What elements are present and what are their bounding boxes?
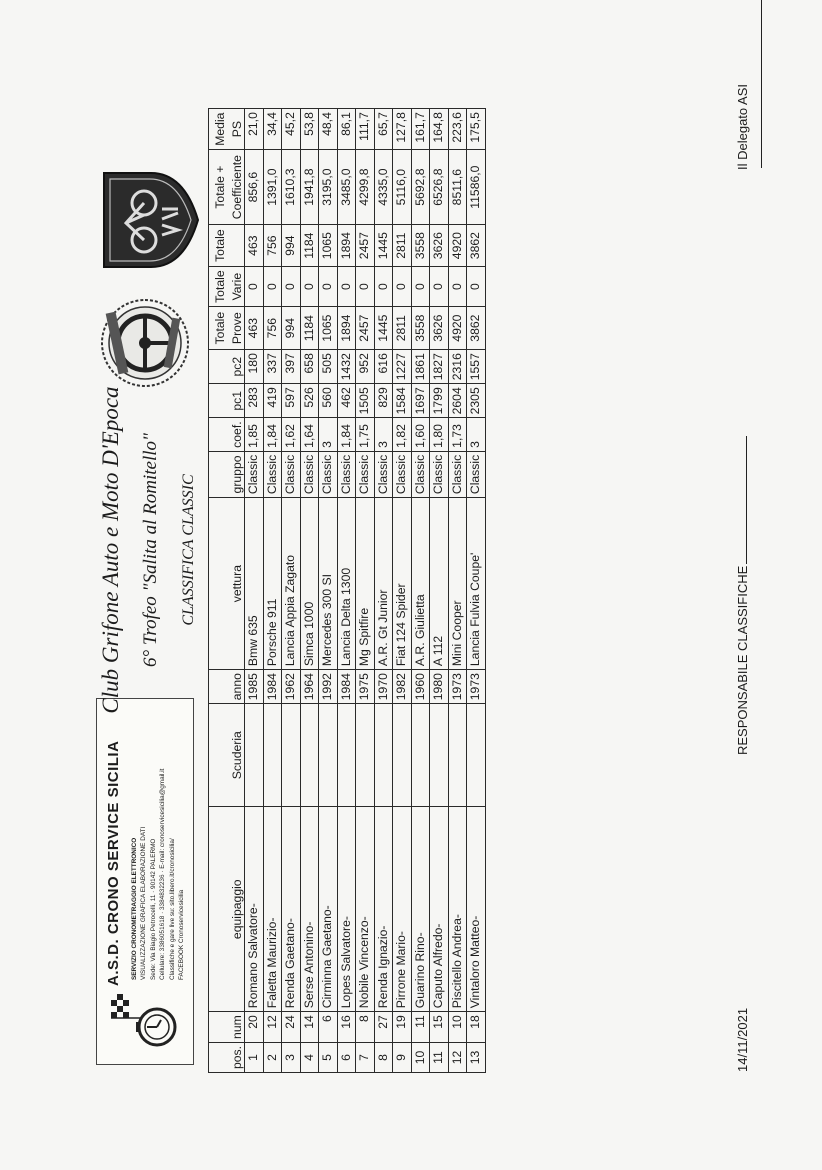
cell-media: 161,7	[411, 109, 430, 150]
cell-pc2: 1227	[393, 350, 412, 384]
cell-pos: 11	[430, 1042, 449, 1072]
cell-totale-prove: 3626	[430, 307, 449, 350]
cell-pc2: 180	[245, 350, 264, 384]
crono-service-line: VISUALIZZAZIONE GRAFICA ELABORAZIONE DATI	[140, 826, 147, 980]
table-row	[430, 109, 449, 1073]
cell-anno: 1962	[282, 670, 301, 704]
cell-num: 20	[245, 1012, 264, 1043]
cell-totale: 3862	[467, 225, 486, 267]
cell-coef: 1,64	[300, 418, 319, 451]
cell-coef: 1,85	[245, 418, 264, 451]
cell-totale-varie: 0	[300, 267, 319, 307]
cell-totale-varie: 0	[411, 267, 430, 307]
cell-totale: 3558	[411, 225, 430, 267]
cell-anno: 1973	[448, 670, 467, 704]
cell-pc1: 2305	[467, 384, 486, 418]
cell-totale: 994	[282, 225, 301, 267]
cell-coef: 3	[467, 418, 486, 451]
cell-totale-varie: 0	[282, 267, 301, 307]
cell-vettura: Lancia Delta 1300	[337, 498, 356, 670]
cell-scuderia	[467, 704, 486, 807]
results-table-body	[245, 109, 486, 1073]
header-pc2: pc2	[209, 350, 245, 384]
cell-pos: 4	[300, 1042, 319, 1072]
cell-totale-coef: 856,6	[245, 150, 264, 225]
cell-totale: 4920	[448, 225, 467, 267]
cell-equipaggio: Cirminna Gaetano-	[319, 807, 338, 1012]
cell-pc1: 283	[245, 384, 264, 418]
table-row	[263, 109, 282, 1073]
cell-totale-prove: 1065	[319, 307, 338, 350]
cell-anno: 1964	[300, 670, 319, 704]
cell-vettura: A.R. Gt Junior	[374, 498, 393, 670]
cell-totale-prove: 3558	[411, 307, 430, 350]
cell-media: 48,4	[319, 109, 338, 150]
cell-media: 164,8	[430, 109, 449, 150]
cell-gruppo: Classic	[393, 451, 412, 497]
header-totale-coefficiente: Totale +	[209, 150, 227, 225]
cell-vettura: A 112	[430, 498, 449, 670]
cell-totale-prove: 463	[245, 307, 264, 350]
cell-pc1: 1697	[411, 384, 430, 418]
cell-scuderia	[300, 704, 319, 807]
header-totale-varie-2: Varie	[227, 267, 245, 307]
cell-equipaggio: Lopes Salvatore-	[337, 807, 356, 1012]
cell-scuderia	[337, 704, 356, 807]
cell-scuderia	[319, 704, 338, 807]
cell-anno: 1973	[467, 670, 486, 704]
cell-coef: 1,84	[263, 418, 282, 451]
header-totale-prove: Totale	[209, 307, 227, 350]
cell-scuderia	[245, 704, 264, 807]
cell-equipaggio: Vintaloro Matteo-	[467, 807, 486, 1012]
cell-pc1: 829	[374, 384, 393, 418]
cell-totale-varie: 0	[356, 267, 375, 307]
header-media: Media	[209, 109, 227, 150]
header-scuderia: Scuderia	[209, 704, 245, 807]
cell-totale-varie: 0	[374, 267, 393, 307]
header-gruppo: gruppo	[209, 451, 245, 497]
cell-pos: 2	[263, 1042, 282, 1072]
cell-pc1: 1505	[356, 384, 375, 418]
cell-totale-prove: 3862	[467, 307, 486, 350]
cell-pc1: 419	[263, 384, 282, 418]
cell-totale: 3626	[430, 225, 449, 267]
header-totale-prove-2: Prove	[227, 307, 245, 350]
table-row	[319, 109, 338, 1073]
cell-vettura: Porsche 911	[263, 498, 282, 670]
cell-totale: 756	[263, 225, 282, 267]
cell-gruppo: Classic	[467, 451, 486, 497]
steering-wheel-badge-logo	[100, 298, 190, 388]
asi-shield-logo	[96, 165, 201, 275]
cell-totale-coef: 1941,8	[300, 150, 319, 225]
cell-pc2: 658	[300, 350, 319, 384]
results-table	[208, 108, 486, 1073]
cell-gruppo: Classic	[319, 451, 338, 497]
cell-totale: 1184	[300, 225, 319, 267]
cell-pc2: 1557	[467, 350, 486, 384]
cell-vettura: Bmw 635	[245, 498, 264, 670]
cell-media: 127,8	[393, 109, 412, 150]
header-totale-varie: Totale	[209, 267, 227, 307]
table-row	[467, 109, 486, 1073]
cell-totale-coef: 1391,0	[263, 150, 282, 225]
cell-anno: 1985	[245, 670, 264, 704]
cell-gruppo: Classic	[448, 451, 467, 497]
cell-num: 18	[467, 1012, 486, 1043]
cell-pc1: 1799	[430, 384, 449, 418]
cell-totale-varie: 0	[337, 267, 356, 307]
cell-pos: 3	[282, 1042, 301, 1072]
table-row	[245, 109, 264, 1073]
cell-vettura: Lancia Fulvia Coupe'	[467, 498, 486, 670]
event-title: 6° Trofeo "Salita al Romitello"	[140, 433, 161, 667]
cell-media: 175,5	[467, 109, 486, 150]
cell-totale-coef: 5692,8	[411, 150, 430, 225]
cell-scuderia	[411, 704, 430, 807]
header-pc1: pc1	[209, 384, 245, 418]
crono-service-facebook: FACEBOOK Cronoservicesicilia	[178, 889, 185, 980]
delegato-signature	[735, 0, 765, 170]
crono-service-contacts: Cellulare: 3386051618 · 3384832236 · E-mail: cronoservicesicilia@gmail.it	[159, 768, 166, 980]
cell-scuderia	[374, 704, 393, 807]
table-row	[448, 109, 467, 1073]
cell-pc2: 1861	[411, 350, 430, 384]
header-num: num	[209, 1012, 245, 1043]
cell-equipaggio: Renda Gaetano-	[282, 807, 301, 1012]
cell-gruppo: Classic	[374, 451, 393, 497]
cell-totale-coef: 4335,0	[374, 150, 393, 225]
cell-gruppo: Classic	[356, 451, 375, 497]
cell-media: 65,7	[374, 109, 393, 150]
cell-equipaggio: Faletta Maurizio-	[263, 807, 282, 1012]
cell-gruppo: Classic	[263, 451, 282, 497]
table-row	[411, 109, 430, 1073]
cell-media: 21,0	[245, 109, 264, 150]
cell-pos: 9	[393, 1042, 412, 1072]
cell-pc2: 616	[374, 350, 393, 384]
cell-totale-prove: 2811	[393, 307, 412, 350]
cell-num: 12	[263, 1012, 282, 1043]
cell-anno: 1975	[356, 670, 375, 704]
cell-num: 14	[300, 1012, 319, 1043]
cell-pos: 1	[245, 1042, 264, 1072]
cell-gruppo: Classic	[245, 451, 264, 497]
cell-totale-coef: 3195,0	[319, 150, 338, 225]
table-row	[393, 109, 412, 1073]
cell-equipaggio: Caputo Alfredo-	[430, 807, 449, 1012]
cell-totale-coef: 11586,0	[467, 150, 486, 225]
cell-pos: 6	[337, 1042, 356, 1072]
responsabile-signature	[735, 436, 750, 755]
cell-totale-coef: 4299,8	[356, 150, 375, 225]
cell-pc2: 2316	[448, 350, 467, 384]
cell-totale-varie: 0	[467, 267, 486, 307]
cell-vettura: Mg Spitfire	[356, 498, 375, 670]
cell-anno: 1984	[337, 670, 356, 704]
cell-totale: 1445	[374, 225, 393, 267]
cell-pos: 13	[467, 1042, 486, 1072]
table-row	[337, 109, 356, 1073]
classification-title: CLASSIFICA CLASSIC	[180, 474, 197, 626]
cell-coef: 1,82	[393, 418, 412, 451]
cell-totale: 463	[245, 225, 264, 267]
header-totale-2	[227, 225, 245, 267]
cell-coef: 1,80	[430, 418, 449, 451]
cell-num: 24	[282, 1012, 301, 1043]
cell-num: 6	[319, 1012, 338, 1043]
table-row	[356, 109, 375, 1073]
cell-totale-prove: 1894	[337, 307, 356, 350]
checkered-flag-icon	[107, 992, 181, 1054]
cell-totale-prove: 4920	[448, 307, 467, 350]
signature-line	[736, 436, 747, 564]
cell-coef: 3	[374, 418, 393, 451]
cell-media: 45,2	[282, 109, 301, 150]
crono-service-address: Sede: Via Biagio Petrocelli, 11 · 90142 PALERMO	[150, 838, 157, 980]
header-media-2: PS	[227, 109, 245, 150]
cell-pc1: 2604	[448, 384, 467, 418]
cell-pos: 10	[411, 1042, 430, 1072]
cell-totale-coef: 3485,0	[337, 150, 356, 225]
cell-gruppo: Classic	[337, 451, 356, 497]
cell-equipaggio: Guarino Rino-	[411, 807, 430, 1012]
header-totale: Totale	[209, 225, 227, 267]
crono-service-name: A.S.D. CRONO SERVICE SICILIA	[105, 740, 122, 986]
header-pos: pos.	[209, 1042, 245, 1072]
cell-gruppo: Classic	[411, 451, 430, 497]
cell-totale: 1894	[337, 225, 356, 267]
cell-vettura: Fiat 124 Spider	[393, 498, 412, 670]
cell-anno: 1992	[319, 670, 338, 704]
cell-media: 223,6	[448, 109, 467, 150]
table-header-row	[209, 109, 227, 1073]
cell-totale-coef: 6526,8	[430, 150, 449, 225]
cell-equipaggio: Nobile Vincenzo-	[356, 807, 375, 1012]
cell-totale-varie: 0	[319, 267, 338, 307]
cell-totale: 2457	[356, 225, 375, 267]
cell-scuderia	[282, 704, 301, 807]
cell-pos: 8	[374, 1042, 393, 1072]
cell-totale-coef: 1610,3	[282, 150, 301, 225]
cell-vettura: Simca 1000	[300, 498, 319, 670]
cell-totale-prove: 2457	[356, 307, 375, 350]
cell-totale-varie: 0	[245, 267, 264, 307]
cell-anno: 1982	[393, 670, 412, 704]
cell-totale-coef: 5116,0	[393, 150, 412, 225]
cell-vettura: Lancia Appia Zagato	[282, 498, 301, 670]
cell-scuderia	[448, 704, 467, 807]
cell-totale-varie: 0	[393, 267, 412, 307]
cell-pc2: 337	[263, 350, 282, 384]
cell-equipaggio: Pirrone Mario-	[393, 807, 412, 1012]
cell-scuderia	[430, 704, 449, 807]
cell-pc1: 1584	[393, 384, 412, 418]
cell-scuderia	[356, 704, 375, 807]
cell-pc2: 1827	[430, 350, 449, 384]
cell-num: 19	[393, 1012, 412, 1043]
cell-totale-varie: 0	[430, 267, 449, 307]
cell-equipaggio: Romano Salvatore-	[245, 807, 264, 1012]
cell-num: 16	[337, 1012, 356, 1043]
cell-pc2: 397	[282, 350, 301, 384]
cell-equipaggio: Serse Antonino-	[300, 807, 319, 1012]
cell-media: 34,4	[263, 109, 282, 150]
responsabile-label: RESPONSABILE CLASSIFICHE	[735, 565, 750, 755]
cell-pc1: 560	[319, 384, 338, 418]
cell-anno: 1960	[411, 670, 430, 704]
cell-totale-prove: 1184	[300, 307, 319, 350]
cell-anno: 1980	[430, 670, 449, 704]
cell-pc2: 1432	[337, 350, 356, 384]
cell-totale-varie: 0	[448, 267, 467, 307]
cell-scuderia	[263, 704, 282, 807]
cell-num: 8	[356, 1012, 375, 1043]
cell-anno: 1970	[374, 670, 393, 704]
table-row	[374, 109, 393, 1073]
cell-totale-coef: 8511,6	[448, 150, 467, 225]
cell-num: 11	[411, 1012, 430, 1043]
crono-service-line: SERVIZIO CRONOMETRAGGIO ELETTRONICO	[131, 837, 138, 980]
cell-totale-prove: 994	[282, 307, 301, 350]
header-equipaggio: equipaggio	[209, 807, 245, 1012]
cell-coef: 1,84	[337, 418, 356, 451]
cell-totale-varie: 0	[263, 267, 282, 307]
cell-coef: 1,62	[282, 418, 301, 451]
cell-coef: 1,60	[411, 418, 430, 451]
header-totale-coefficiente-2: Coefficiente	[227, 150, 245, 225]
cell-pc2: 505	[319, 350, 338, 384]
cell-pos: 12	[448, 1042, 467, 1072]
table-row	[282, 109, 301, 1073]
cell-gruppo: Classic	[300, 451, 319, 497]
cell-totale: 2811	[393, 225, 412, 267]
cell-gruppo: Classic	[430, 451, 449, 497]
delegato-label: Il Delegato ASI	[735, 84, 750, 170]
document-date: 14/11/2021	[735, 1007, 750, 1072]
header-anno: anno	[209, 670, 245, 704]
cell-media: 53,8	[300, 109, 319, 150]
cell-media: 86,1	[337, 109, 356, 150]
cell-totale: 1065	[319, 225, 338, 267]
cell-pc1: 462	[337, 384, 356, 418]
cell-pc2: 952	[356, 350, 375, 384]
signature-line	[751, 0, 762, 168]
cell-gruppo: Classic	[282, 451, 301, 497]
cell-media: 111,7	[356, 109, 375, 150]
cell-pc1: 597	[282, 384, 301, 418]
cell-pos: 5	[319, 1042, 338, 1072]
table-row	[300, 109, 319, 1073]
cell-totale-prove: 756	[263, 307, 282, 350]
cell-vettura: Mercedes 300 SI	[319, 498, 338, 670]
cell-coef: 3	[319, 418, 338, 451]
cell-vettura: Mini Cooper	[448, 498, 467, 670]
cell-anno: 1984	[263, 670, 282, 704]
club-title: Club Grifone Auto e Moto D'Epoca	[98, 386, 123, 714]
cell-vettura: A.R. Giulietta	[411, 498, 430, 670]
cell-equipaggio: Piscitello Andrea-	[448, 807, 467, 1012]
cell-num: 27	[374, 1012, 393, 1043]
header-vettura: vettura	[209, 498, 245, 670]
cell-num: 10	[448, 1012, 467, 1043]
cell-equipaggio: Renda Ignazio-	[374, 807, 393, 1012]
cell-coef: 1,75	[356, 418, 375, 451]
cell-num: 15	[430, 1012, 449, 1043]
crono-service-website: Classifiche e gare live su: sito.libero.it/cronosicilia/	[169, 838, 176, 980]
cell-coef: 1,73	[448, 418, 467, 451]
cell-pc1: 526	[300, 384, 319, 418]
cell-pos: 7	[356, 1042, 375, 1072]
header-coef: coef.	[209, 418, 245, 451]
cell-totale-prove: 1445	[374, 307, 393, 350]
cell-scuderia	[393, 704, 412, 807]
